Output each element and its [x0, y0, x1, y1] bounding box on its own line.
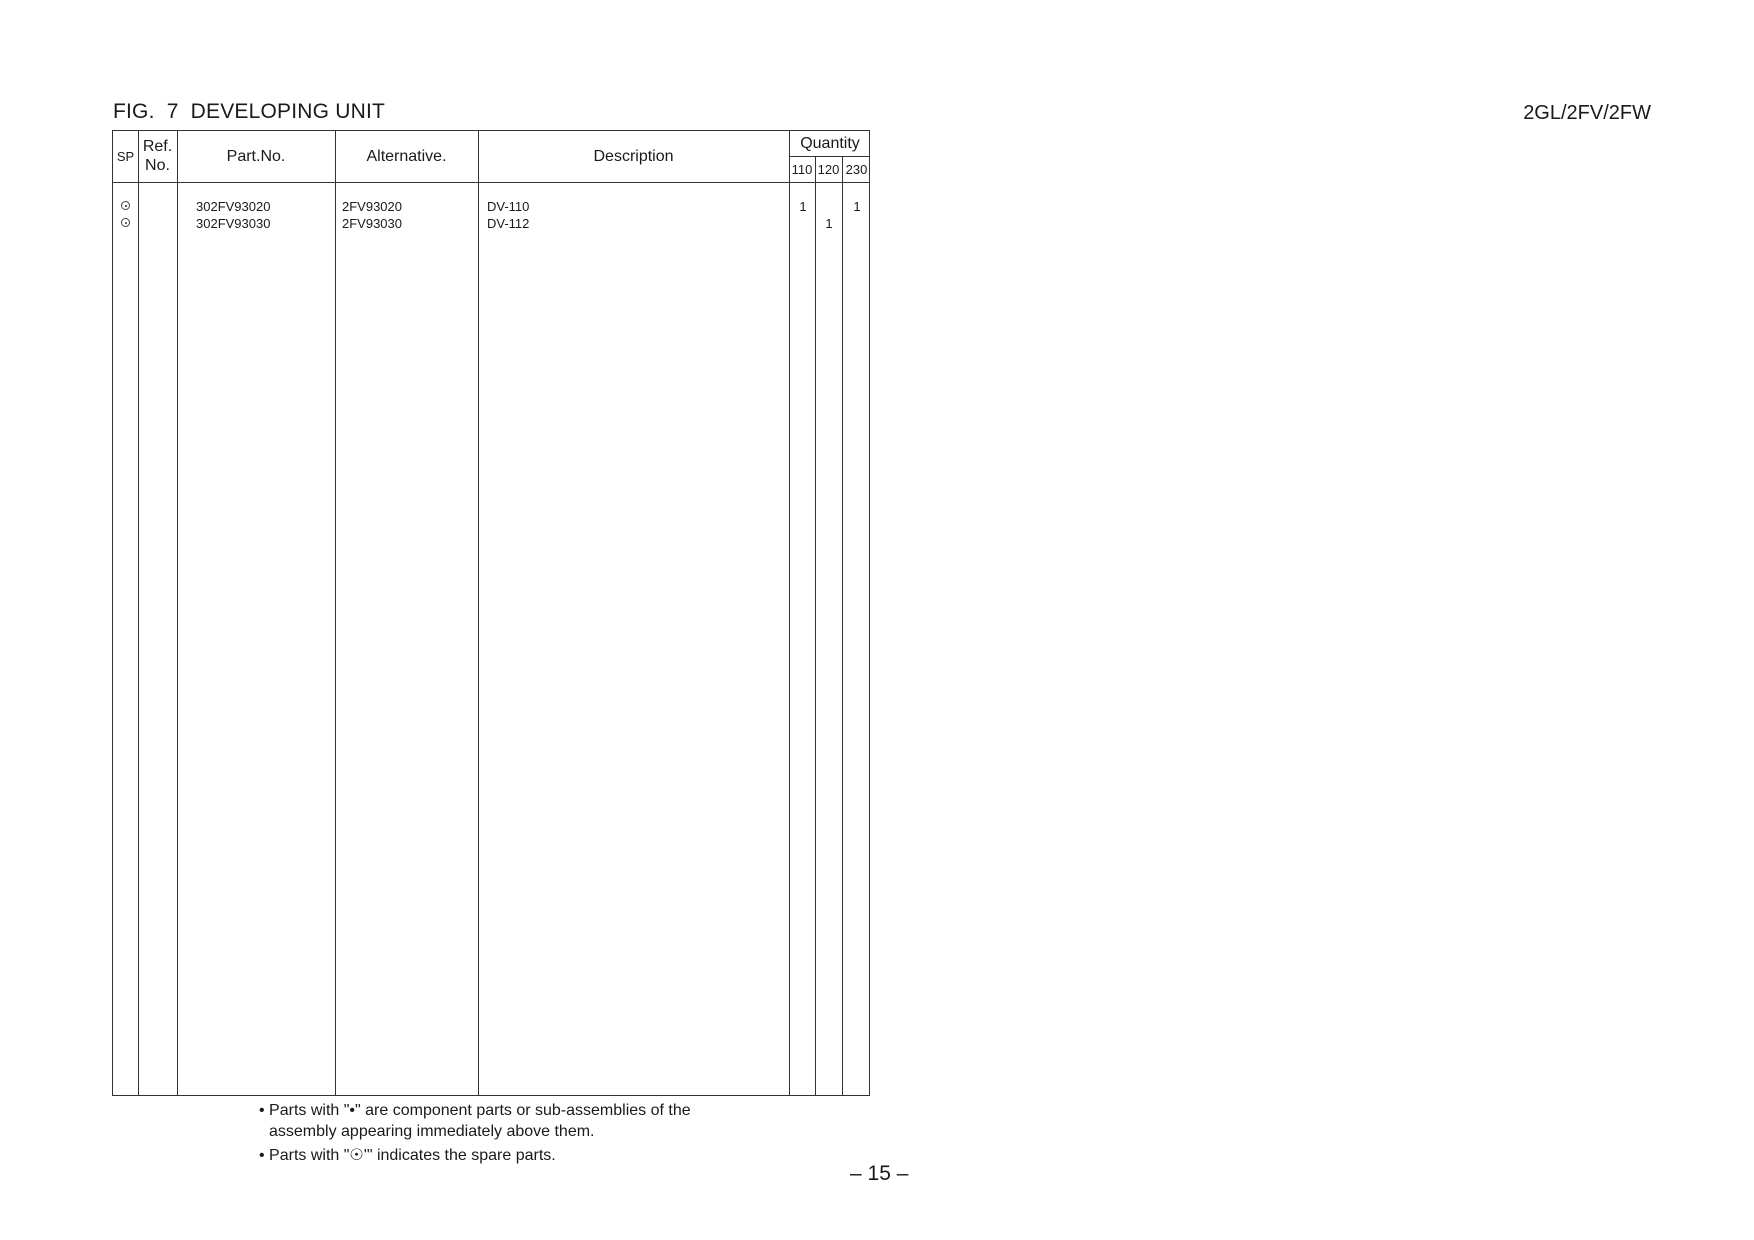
col-divider [842, 156, 843, 1095]
header-bottom-line [113, 182, 869, 183]
alternative: 2FV93030 [342, 216, 402, 231]
footnotes [259, 1100, 691, 1169]
footnote-component-parts [259, 1100, 691, 1142]
footnote-line: • Parts with "•" are component parts or sub-assemblies of the [259, 1102, 691, 1119]
col-divider [789, 131, 790, 1095]
description: DV-110 [487, 199, 530, 214]
col-header-sp: SP [116, 149, 135, 164]
page-number: – 15 – [850, 1162, 909, 1185]
qty-120: 1 [825, 216, 833, 231]
col-divider [815, 156, 816, 1095]
model-code: 2GL/2FV/2FW [1523, 102, 1651, 124]
qty-110: 1 [799, 199, 807, 214]
qty-230: 1 [853, 199, 861, 214]
spare-part-icon [121, 201, 130, 210]
col-header-description: Description [593, 148, 674, 165]
parts-table [112, 130, 870, 1096]
footnote-spare-parts: • Parts with "☉'" indicates the spare parts. [259, 1147, 556, 1164]
col-divider [335, 131, 336, 1095]
col-divider [177, 131, 178, 1095]
col-header-quantity: Quantity [800, 135, 860, 152]
col-header-part-no: Part.No. [226, 148, 286, 165]
col-header-alternative: Alternative. [366, 148, 447, 165]
footnote-line: assembly appearing immediately above them. [269, 1123, 595, 1140]
col-header-ref-line1: Ref. [142, 138, 173, 155]
col-divider [138, 131, 139, 1095]
col-divider [478, 131, 479, 1095]
col-header-ref-line2: No. [145, 157, 170, 174]
figure-title: FIG. 7 DEVELOPING UNIT [113, 100, 386, 123]
quantity-subheader-line [789, 156, 869, 157]
col-header-q230: 230 [845, 162, 868, 177]
col-header-q110: 110 [791, 162, 813, 177]
col-header-q120: 120 [817, 162, 840, 177]
part-no: 302FV93030 [196, 216, 271, 231]
spare-part-icon [121, 218, 130, 227]
alternative: 2FV93020 [342, 199, 402, 214]
part-no: 302FV93020 [196, 199, 271, 214]
description: DV-112 [487, 216, 530, 231]
